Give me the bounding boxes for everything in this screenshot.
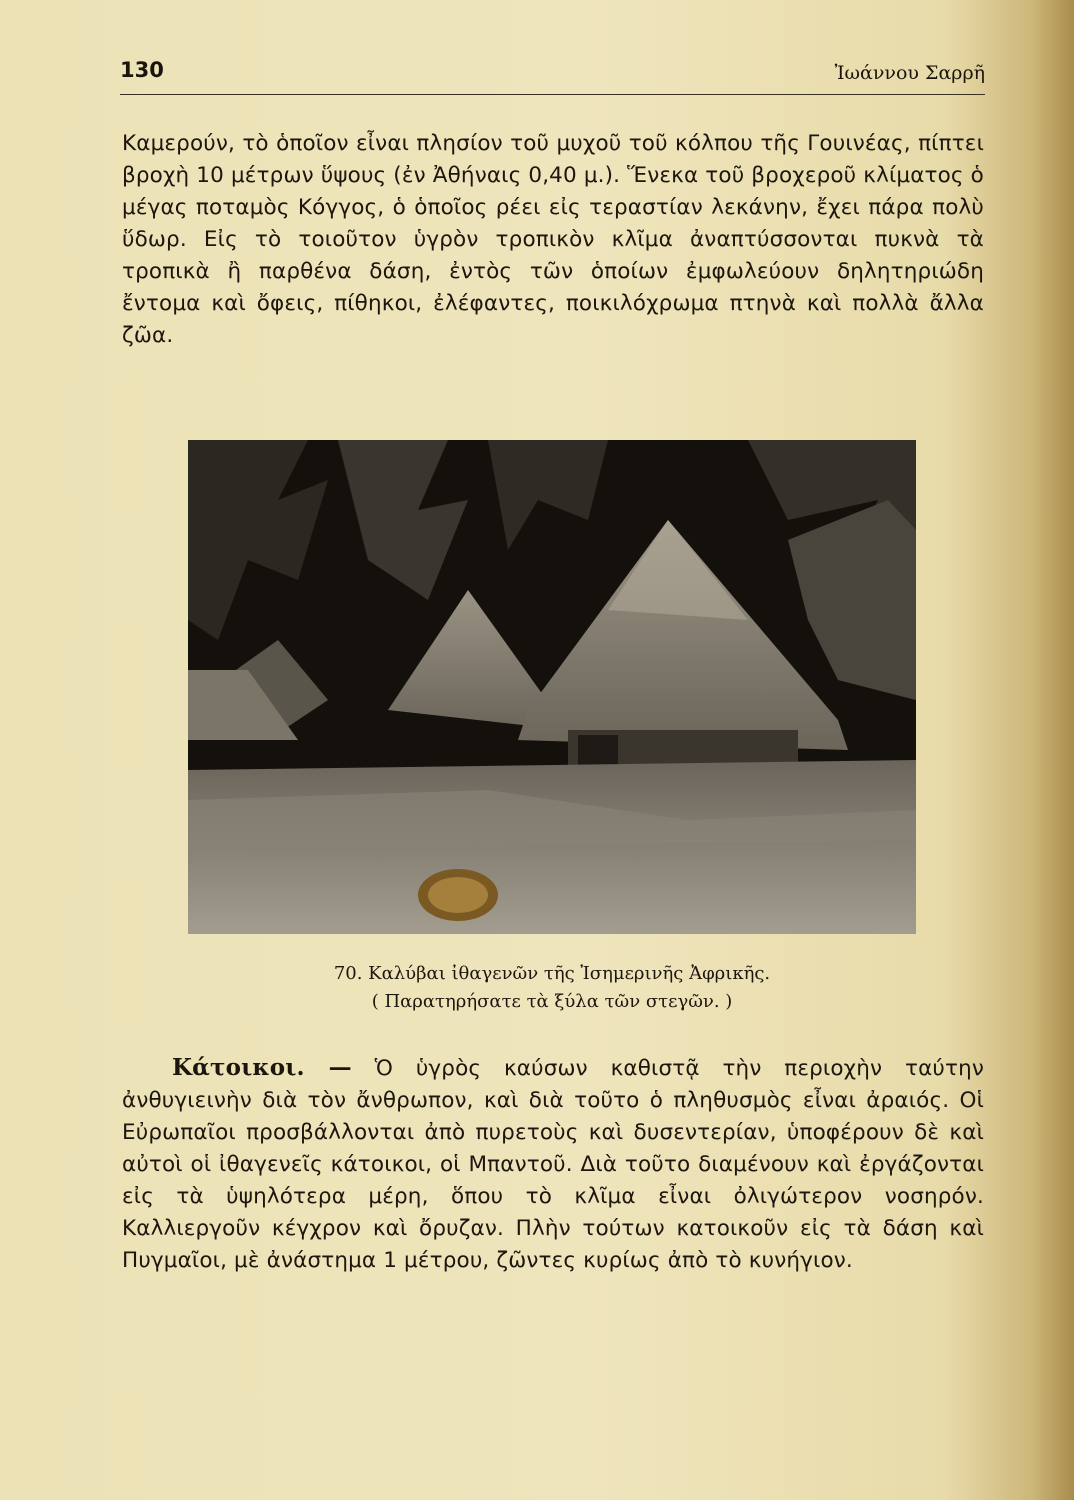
header-rule: [120, 94, 985, 95]
page-number: 130: [120, 58, 164, 82]
huts-photo-illustration: [188, 440, 916, 934]
page-header: [120, 58, 985, 98]
section-heading: Κάτοικοι. —: [172, 1054, 352, 1081]
body-paragraph-1: Καμερούν, τὸ ὁποῖον εἶναι πλησίον τοῦ μυχοῦ τοῦ κόλπου τῆς Γουινέας, πίπτει βροχὴ 10 μέτρων ὕψους (ἐν Ἀθήναις 0,40 μ.). Ἕνεκα τοῦ βροχεροῦ κλίματος ὁ μέγας ποταμὸς Κόγγος, ὁ ὁποῖος ρέει εἰς τεραστίαν λεκάνην, ἔχει πάρα πολὺ ὕδωρ. Εἰς τὸ τοιοῦτον ὑγρὸν τροπικὸν κλῖμα ἀναπτύσσονται πυκνὰ τὰ τροπικὰ ἢ παρθένα δάση, ἐντὸς τῶν ὁποίων ἐμφωλεύουν δηλητηριώδη ἔντομα καὶ ὄφεις, πίθηκοι, ἐλέφαντες, ποικιλόχρωμα πτηνὰ καὶ πολλὰ ἄλλα ζῶα.: [122, 131, 984, 348]
figure-photo-huts: [188, 440, 916, 934]
section-body-text: Ὁ ὑγρὸς καύσων καθιστᾷ τὴν περιοχὴν ταύτην ἀνθυγιεινὴν διὰ τὸν ἄνθρωπον, καὶ διὰ τοῦτο ὁ πληθυσμὸς εἶναι ἀραιός. Οἱ Εὐρωπαῖοι προσβάλλονται ἀπὸ πυρετοὺς καὶ δυσεντερίαν, ὑποφέρουν δὲ καὶ αὐτοὶ οἱ ἰθαγενεῖς κάτοικοι, οἱ Μπαντοῦ. Διὰ τοῦτο διαμένουν καὶ ἐργάζονται εἰς τὰ ὑψηλότερα μέρη, ὅπου τὸ κλῖμα εἶναι ὀλιγώτερον νοσηρόν. Καλλιεργοῦν κέγχρον καὶ ὄρυζαν. Πλὴν τούτων κατοικοῦν εἰς τὰ δάση καὶ Πυγμαῖοι, μὲ ἀνάστημα 1 μέτρου, ζῶντες κυρίως ἀπὸ τὸ κυνήγιον.: [122, 1056, 985, 1273]
section-residents: [122, 1052, 984, 1277]
figure-caption-title: 70. Καλύβαι ἰθαγενῶν τῆς Ἰσημερινῆς Ἀφρικῆς.: [333, 963, 771, 984]
figure-caption-note: ( Παρατηρήσατε τὰ ξύλα τῶν στεγῶν. ): [371, 991, 733, 1012]
running-head: Ἰωάννου Σαρρῆ: [834, 62, 985, 84]
